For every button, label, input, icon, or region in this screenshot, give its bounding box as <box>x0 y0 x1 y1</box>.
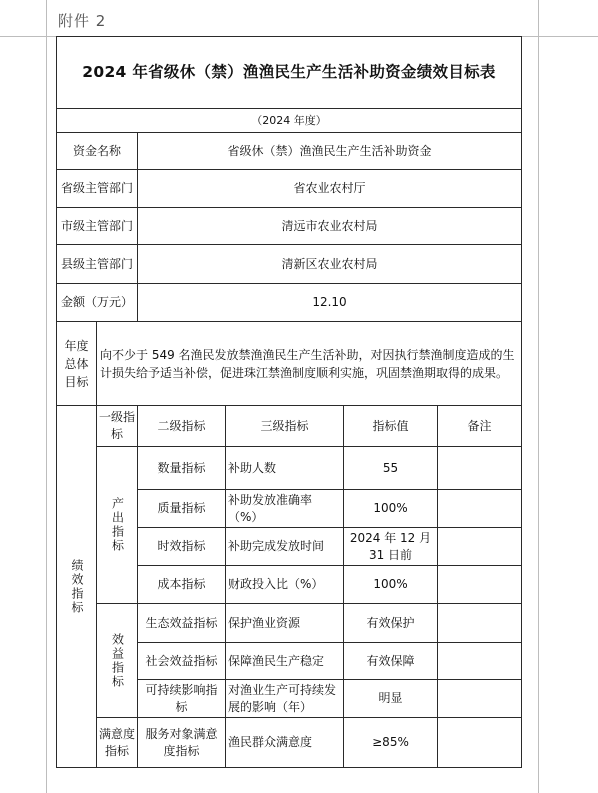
output-indicator-label: 产出指标 <box>110 497 125 553</box>
header-note: 备注 <box>438 406 522 447</box>
table-row-level2: 服务对象满意度指标 <box>138 718 226 768</box>
county-dept-value: 清新区农业农村局 <box>138 245 522 284</box>
city-dept-value: 清远市农业农村局 <box>138 208 522 245</box>
page-guide-right <box>538 0 539 793</box>
table-row-level2: 可持续影响指标 <box>138 680 226 718</box>
table-row-value: 明显 <box>344 680 438 718</box>
table-row-value: 55 <box>344 447 438 490</box>
page-guide-left <box>46 0 47 793</box>
table-row-level2: 社会效益指标 <box>138 643 226 680</box>
table-row-level2: 成本指标 <box>138 566 226 604</box>
fund-name-value: 省级休（禁）渔渔民生产生活补助资金 <box>138 133 522 170</box>
table-row-level3: 保障渔民生产稳定 <box>226 643 344 680</box>
table-row-level2: 时效指标 <box>138 528 226 566</box>
table-row-value: 有效保障 <box>344 643 438 680</box>
table-row-level3: 对渔业生产可持续发展的影响（年） <box>226 680 344 718</box>
provincial-dept-label: 省级主管部门 <box>57 170 138 208</box>
table-row-level3: 补助完成发放时间 <box>226 528 344 566</box>
table-row-level2: 数量指标 <box>138 447 226 490</box>
table-row-note <box>438 490 522 528</box>
table-year: （2024 年度） <box>57 109 522 133</box>
fund-name-label: 资金名称 <box>57 133 138 170</box>
attachment-label: 附件 2 <box>58 12 107 30</box>
table-row-level2: 生态效益指标 <box>138 604 226 643</box>
table-row-note <box>438 566 522 604</box>
benefit-indicator-cell <box>97 604 138 718</box>
provincial-dept-value: 省农业农村厅 <box>138 170 522 208</box>
table-row-value: 2024 年 12 月 31 日前 <box>344 528 438 566</box>
satisfaction-indicator-label: 满意度指标 <box>97 718 138 768</box>
table-row-value: 100% <box>344 490 438 528</box>
table-row-note <box>438 604 522 643</box>
header-level1: 一级指标 <box>97 406 138 447</box>
city-dept-label: 市级主管部门 <box>57 208 138 245</box>
annual-goal-label: 年度总体目标 <box>57 322 97 406</box>
table-row-note <box>438 528 522 566</box>
output-indicator-cell <box>97 447 138 604</box>
amount-value: 12.10 <box>138 284 522 322</box>
perf-section-label-cell <box>57 406 97 768</box>
perf-section-label: 绩效指标 <box>70 558 84 615</box>
table-row-note <box>438 718 522 768</box>
table-row-level3: 保护渔业资源 <box>226 604 344 643</box>
county-dept-label: 县级主管部门 <box>57 245 138 284</box>
amount-label: 金额（万元） <box>57 284 138 322</box>
table-row-level3: 渔民群众满意度 <box>226 718 344 768</box>
table-row-level3: 财政投入比（%） <box>226 566 344 604</box>
table-row-value: ≥85% <box>344 718 438 768</box>
header-level3: 三级指标 <box>226 406 344 447</box>
table-row-level3: 补助发放准确率（%） <box>226 490 344 528</box>
table-title: 2024 年省级休（禁）渔渔民生产生活补助资金绩效目标表 <box>57 37 522 109</box>
annual-goal-text: 向不少于 549 名渔民发放禁渔渔民生产生活补助，对因执行禁渔制度造成的生计损失给予适当补偿，促进珠江禁渔制度顺利实施，巩固禁渔期取得的成果。 <box>97 322 522 406</box>
table-row-level2: 质量指标 <box>138 490 226 528</box>
table-row-note <box>438 447 522 490</box>
table-row-value: 有效保护 <box>344 604 438 643</box>
performance-target-table <box>56 36 522 768</box>
benefit-indicator-label: 效益指标 <box>110 632 125 689</box>
header-value: 指标值 <box>344 406 438 447</box>
table-row-value: 100% <box>344 566 438 604</box>
table-row-level3: 补助人数 <box>226 447 344 490</box>
header-level2: 二级指标 <box>138 406 226 447</box>
table-row-note <box>438 680 522 718</box>
table-row-note <box>438 643 522 680</box>
